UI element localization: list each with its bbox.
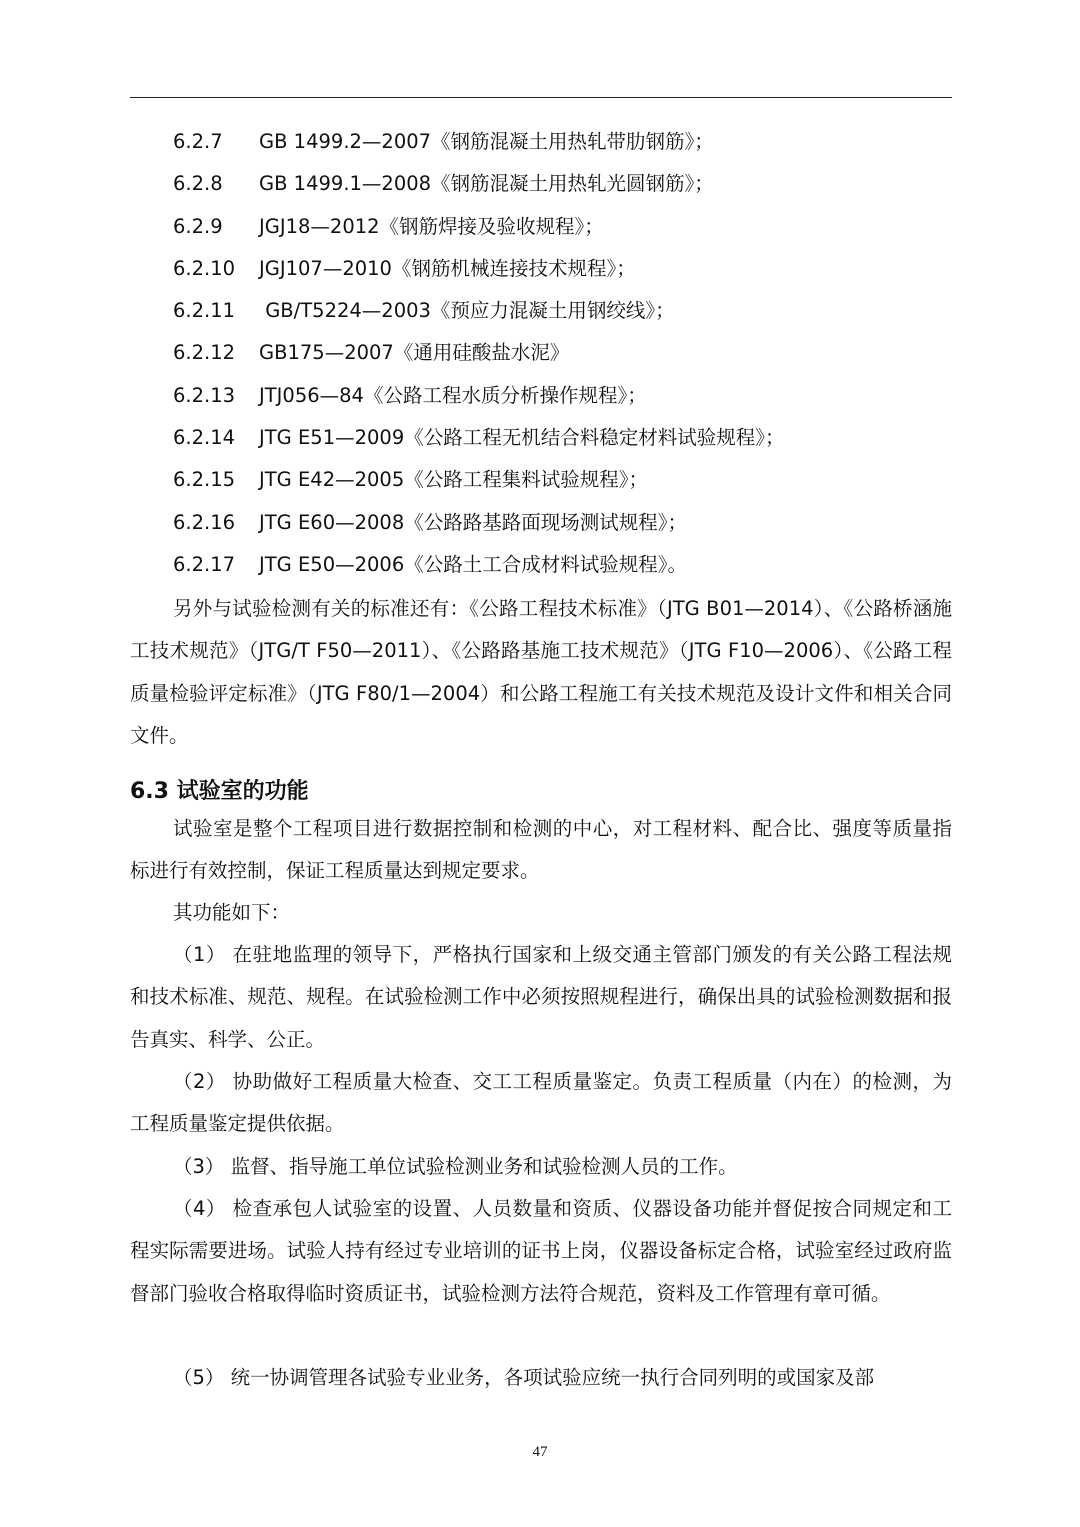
standard-text: GB175—2007《通用硅酸盐水泥》 [259,341,570,365]
standard-text: JTG E60—2008《公路路基路面现场测试规程》； [259,510,687,534]
standard-number: 6.2.15 [173,468,236,492]
functions-label: 其功能如下： [173,901,291,924]
standard-text: GB/T5224—2003《预应力混凝土用钢绞线》； [259,299,675,323]
standard-item [173,332,784,374]
section-heading: 6.3 试验室的功能 [130,779,309,804]
standard-item [173,290,784,332]
standard-text: JGJ18—2012《钢筋焊接及验收规程》； [259,214,604,238]
standard-number: 6.2.16 [173,510,236,534]
standard-item [173,544,784,586]
standard-item [173,206,784,248]
standard-number: 6.2.9 [173,214,223,238]
standard-item [173,121,784,163]
standard-text: JTG E50—2006《公路土工合成材料试验规程》。 [259,552,687,576]
standard-number: 6.2.8 [173,172,223,196]
function-item: （4） 检查承包人试验室的设置、人员数量和资质、仪器设备功能并督促按合同规定和工程实际需要进场。试验人持有经过专业培训的证书上岗，仪器设备标定合格，试验室经过政府监督部门验收合格取得临时资质证书，试验检测方法符合规范，资料及工作管理有章可循。 [130,1197,952,1305]
standard-item [173,459,784,501]
function-item: （5） 统一协调管理各试验专业业务，各项试验应统一执行合同列明的或国家及部 [173,1366,875,1389]
function-item: （2） 协助做好工程质量大检查、交工工程质量鉴定。负责工程质量（内在）的检测，为工程质量鉴定提供依据。 [130,1070,952,1136]
standards-list [173,121,784,586]
standard-number: 6.2.7 [173,130,223,153]
standard-number: 6.2.17 [173,552,236,576]
standard-number: 6.2.10 [173,256,236,280]
standard-number: 6.2.14 [173,426,236,450]
header-rule [130,97,952,98]
standard-number: 6.2.12 [173,341,236,365]
function-item: （3） 监督、指导施工单位试验检测业务和试验检测人员的工作。 [173,1155,738,1178]
intro-paragraph: 试验室是整个工程项目进行数据控制和检测的中心，对工程材料、配合比、强度等质量指标进行有效控制，保证工程质量达到规定要求。 [130,817,952,883]
standard-text: JTG E51—2009《公路工程无机结合料稳定材料试验规程》； [259,426,785,450]
standard-item [173,417,784,459]
function-item: （1） 在驻地监理的领导下，严格执行国家和上级交通主管部门颁发的有关公路工程法规和技术标准、规范、规程。在试验检测工作中必须按照规程进行，确保出具的试验检测数据和报告真实、科学、公正。 [130,943,952,1051]
standard-text: JGJ107—2010《钢筋机械连接技术规程》； [259,256,636,280]
standard-text: JTG E42—2005《公路工程集料试验规程》； [259,468,648,492]
standard-item [173,502,784,544]
other-standards-paragraph: 另外与试验检测有关的标准还有：《公路工程技术标准》（JTG B01—2014）、《公路桥涵施工技术规范》（JTG/T F50—2011）、《公路路基施工技术规范》（JTG F10—2006）、《公路工程质量检验评定标准》（JTG F80/1—2004）和公路工程施工有关技术规范及设计文件和相关合同文件。 [130,597,952,747]
page-number: 47 [532,1444,548,1460]
standard-text: JTJ056—84《公路工程水质分析操作规程》； [259,383,647,407]
standard-number: 6.2.11 [173,299,236,323]
standard-number: 6.2.13 [173,383,236,407]
standard-text: GB 1499.1—2008《钢筋混凝土用热轧光圆钢筋》； [259,172,714,196]
standard-item [173,248,784,290]
standard-item [173,375,784,417]
standard-text: GB 1499.2—2007《钢筋混凝土用热轧带肋钢筋》； [259,130,714,153]
standard-item [173,163,784,205]
